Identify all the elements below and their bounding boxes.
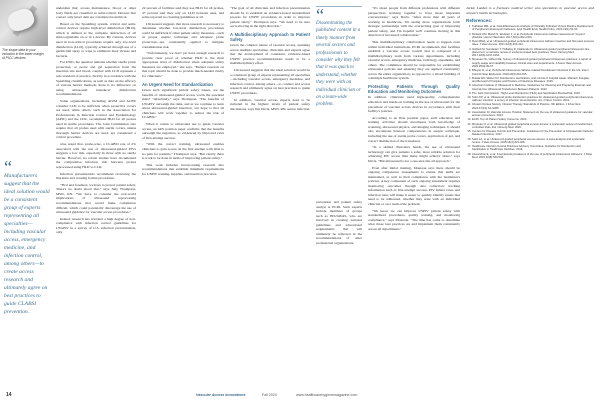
pull-quote-left <box>4 157 50 316</box>
reference-item: 11. Infusion Nurses Society. Infusion Therapy Standards of Practice, 9th Edition. J Infus Nurs. 2024;47(1S):S1-S285. <box>472 103 594 110</box>
footer-publication: Vascular Access Innovations <box>196 393 246 397</box>
pull-quote-center <box>316 5 362 109</box>
reference-item: 6. Bhuyan D, et al. Peripheral intravenous catheter-related bloodstream infections in the US. Infect Control Hosp Epidemiol. 2019;40(3):310-315. <box>472 69 594 76</box>
article-column-5 <box>368 6 460 234</box>
paragraph: "In a skilled clinician's hands, the use of ultrasound technology can give patients a safer, more reliable solution for achieving PIV access than many might achieve alone," says Davis. "But ultrasound is not a one-size-fits-all approach." <box>368 145 460 163</box>
photo-caption: The shape data in your inclusion in the lower margin of PICC devices <box>2 48 44 61</box>
reference-item: 12. Association for Vascular Access. Position Statement on the use of ultrasound guidance for vascular access procedures. 2023. <box>472 111 594 118</box>
paragraph: Given such significant patient safety issues, are the benefits of ultrasound-guided access worth the potential risks? "Absolutely," says Thompson. "The benefits of USGPIV outweigh the risks, and as we continue to learn about ultrasound-guided insertion, our hope is that all clinicians will work together to reduce the risk of CLABSI." <box>142 88 224 120</box>
quote-mark-icon: “ <box>4 157 12 177</box>
paragraph: "We know we can improve USPIV patient safety with standardized procedures, quality training, and monitoring compliance," says Moureau. "The time has come to determine what those best practices are and implement them consistently across all departments." <box>368 208 460 231</box>
article-column-2 <box>142 6 224 179</box>
paragraph: This work includes incorporating research into recommendations that establish minimum requirements for USPIV training, supplies, and insertion practices. <box>142 162 224 176</box>
page-number: 14 <box>6 392 12 398</box>
paragraph: "It's about people from different professions with different perspectives working together to have those important conversations," says Davis. "After more than 40 years of working in healthcare, I'm seeing more organizations form strategic partnerships with the overarching goal of improving patient safety, and I'm hopeful we'll continue moving in this direction of increased collaboration." <box>368 6 460 38</box>
article-column-3 <box>230 6 310 113</box>
paragraph: undershut that; access maintenance, blood, or other body fluids are classified as semi-critical. Devices that contact only intact skin are considered noncritical. <box>56 6 136 20</box>
reference-item: 17. Healthcare Infection Control Practices Advisory Committee. Guideline for Disinfection and Sterilization in Healthcare Facilities. 2019. <box>472 145 594 152</box>
references <box>466 18 594 160</box>
reference-item: 16. Stolz LA, et al. Ultrasound-guided peripheral venous access: a meta-analysis and systematic review. J Vasc Access. 2015;16(4):321-326. <box>472 138 594 145</box>
reference-item: 13. ECRI. Top 10 Patient Safety Concerns. 2024. <box>472 118 594 121</box>
paragraph: wise noted that, probe-wise, a CLABSI rate of 2% associated with the use of ultrasound-guided PIVs suggests a low risk, especially in those with no sterile barrier. However, no robust studies have documented the comparative infection risk between probes reprocessed using HLD vs LLD. <box>56 142 136 169</box>
paragraph: 22 percent of facilities said they use HLD for all probes, 47 percent said they rely on LLD between uses, and some reported no cleaning guidelines at all. <box>142 6 224 20</box>
reference-item: 1. Tsahatas MM, et al. Cost-Effectiveness Analysis of Clinically Indicated Versus Routine Replacement of Peripheral Intravenous Catheters. Appl Health Econ Health Policy. 2021;19(1):51-60. <box>472 25 594 32</box>
references-heading: References: <box>466 18 493 23</box>
paragraph: For USPs, the question remains whether sterile probe protection, or probe and gel separation from the insertion site and blood, coupled with LLD represent a safe standard of practice. Strictly in accordance with the Spaulding classifications, as well as data on the efficacy of various barrier methods, there is no difference on using ultrasound transducer disinfection recommendations. <box>56 60 136 97</box>
article-column-4 <box>316 200 362 248</box>
paragraph: Based on the Spaulding system, critical and semi-critical devices require high-level disinfection (HLD), which is defined as the complete destruction of all microorganisms on or in a device. By contrast, devices used in non-critical procedures require only low-level disinfection (LLD), typically achieved through use of a germicidal spray or wipe to eliminate most viruses and bacteria. <box>56 21 136 58</box>
paragraph: This multidisciplinary collaboration needs to happen even within individual institutions. ECRI recommends that facilities establish a vascular access council that is composed of a multidisciplinary team from various departments, including vascular access, emergency medicine, radiology, anesthesia, and others. The committee should be responsible for establishing ultrasound policies and ensuring they are applied consistently across the entire organization, as opposed to a siloed building of a multiple healthcare system. <box>368 40 460 81</box>
pull-quote-text: Manufacturers suggest that the ideal solution would be a consistent group of experts representing all specialties—including vascular access, emergency medicine, and infection control, among others—to create access research and ultimately agree on best practices to guide CLABSI prevention. <box>4 173 50 315</box>
paragraph: Ultrasound suggests that the ideal solution would be a consistent group of experts representing all specialties—including vascular access, emergency medicine, and infection control, among others—to conduct and access research and ultimately agree on best practices to guide USPIV procedures. <box>230 68 310 95</box>
reference-item: 14. Moureau N, et al. Ultrasound guided peripheral venous access: a systematic review of randomized-controlled trials. Eur J Emerg Med. 2020. <box>472 123 594 130</box>
section-heading: A Multidisciplinary Approach to Patient Safety <box>230 31 310 42</box>
paragraph: According to an INA position paper, such education and training activities should encompass both knowledge of scanning, ultrasound physics, and imaging techniques. It should also encompass hand-on competencies in aseptic technique, including the use of sterile probe covers, application of gel, and correct disinfection of the transducer. <box>368 115 460 143</box>
reference-item: 7. Rutala WA, Weber DJ. Disinfection, sterilization, and control of hospital waste. Mandell, Douglas, and Bennett's Principles and Practice of Infectious Diseases. 2015. <box>472 77 594 84</box>
paragraph: prevention and patient safety analyst at ECRI. Such experts include members of groups such as INS/IAVAS, who are involved in creating national guidelines and educational requirements that will ultimately be reflected in the recommendations of other professional organizations. <box>316 200 362 245</box>
paragraph: "Unfortunately, we don't yet have enough research to provide clear proof of whether HLD is the most appropriate level of disinfection when adequate safety measures are employed," she says. "Further research on this topic should be done to provide much-needed clarity for clinicians." <box>142 51 224 79</box>
paragraph: Ultrasound suggests that more research is necessary to determine whether low-level disinfection procedures could be sufficient if other patient safety measures—such as proper aseptic technique and adequate probe protection—are consistently applied to mitigate contamination risk. <box>142 21 224 49</box>
section-heading: An Urgent Need for Standardization <box>142 81 213 87</box>
paragraph: Infection preventionists recommend reviewing the literature and creating formal procedures. <box>56 171 136 181</box>
paragraph: Given the complex nature of vascular access, spanning across multiple specialties, clinicians and experts agree that the development of consistent, evidence-based USPIV practice recommendations needs to be a multidisciplinary effort. <box>230 43 310 66</box>
paragraph: "The goal of all clinicians and infection preventionists should be to establish an evidence-based standardized process for USPIV procedures in order to improve patient safety," Thompson says. "We need to be sure we're moving in the right direction." <box>230 6 310 29</box>
paragraph: Indeed, research has revealed a high degree of non-compliance with infection control guidelines for USGPIV in a survey of U.S. infection preventionists, only <box>56 216 136 235</box>
paragraph: In addition, clinicians need high-quality, comprehensive education and hands-on training in the use of ultrasound for the placement of vascular access devices in accordance with their facility's policies. <box>368 95 460 114</box>
footer-issue: Fall 2024 <box>262 393 277 397</box>
reference-item: 2. Rickard CM, Marsh N, Webster J, et al. Peripheral intravenous catheter assessment: beyond phlebitis. Lancet Haematol. 2017;4(9):e402-e403. <box>472 33 594 40</box>
paragraph: Some organizations, including AIUM and ACEP, consider LLD to be sufficient when protective covers are used, while others, such as the Association for Professionals in Infection Control and Epidemiology (APIC) and the CDC, recommend HLD for all probes used in sterile procedures. The Joint Commission also require that all probes used with sterile covers, unless thorough barrier devices are used, are considered a critical procedure. <box>56 98 136 140</box>
paragraph: In addition, vascular access experts need to be included in the highest levels of patient safety discussions, says Jim Davis, MSN, RN, senior infection <box>230 97 310 111</box>
reference-item: 5. Moureau NL, Gilbert GE. Survey of ultrasound-guided peripheral intravenous practices: a report of supply usage and variability between clinical roles and departments. J Assoc Vasc Access. 2020;25(3):30-37. <box>472 58 594 68</box>
reference-item: 10. Sohn KP, et al. Ultrasound probe disinfection practices for ultrasound-guided peripheral intravenous catheter insertion: a survey of infection preventionists. Am J Infect Control. 2021. <box>472 96 594 103</box>
article-column-1 <box>56 6 136 237</box>
footer-website: www.healthcarehygienemagazine.com <box>296 393 358 397</box>
paragraph: "With the correct training, ultrasound enables clinicians to gain access on the first attempt with little to no pain for patients," Thompson says. "But clearly there is work to be done in terms of improving patient safety." <box>142 142 224 161</box>
reference-item: 3. Ryan RMA, et al. Ultrasound-guided peripheral intravenous catheter insertion and first-pass success rates. J Vasc Access. 2021;22(3):404-412. <box>472 40 594 47</box>
quote-mark-icon: “ <box>316 5 324 25</box>
pull-quote-text: Disseminating the published content in a timely manner from several sectors and professionals to consider why they felt that it was quick to understand, whether they were with an individual clinician or on a team-wide problem. <box>316 21 361 108</box>
paragraph: "First and foremost, we have to protect patient safety. There's no doubt about that," says Judy Thompson, MSN, RN. "We have to consider the real-world implications of ultrasound reprocessing recommendations that would make compliance difficult, which could potentially discourage the use of ultrasound guidance for vascular access procedures." <box>56 182 136 215</box>
author-bio: Jackie Lunden is a freelance medical writer who specializes in vascular access and women's health technologies. <box>466 6 594 15</box>
reference-item: 9. The Joint Commission. High-Level Disinfection (HLD) and Sterilization BoosterPak. 2022. <box>472 92 594 95</box>
reference-item: 8. American Institute of Ultrasound in Medicine. Guidelines for Cleaning and Preparing External- and Internal-Use Ultrasound Transducers Between Patients. 2022. <box>472 84 594 91</box>
reference-item: 15. Centers for Disease Control and Prevention. Guidelines for the Prevention of Intravascular Catheter-Related Infections. 2017. <box>472 130 594 137</box>
references-list <box>466 25 594 159</box>
reference-item: 18. Alexandrou E, et al. International prevalence of the use of peripheral intravenous catheters. J Hosp Med. 2015;10(8):530-533. <box>472 153 594 160</box>
section-heading: Protecting Patients Through Quality Education and Monitoring Outcomes <box>368 83 460 94</box>
paragraph: Even after initial training, Moureau says there should be ongoing competence assessments to ensure that skills are maintained, as well as their compliance with the institution's policies. A key component of such ongoing assessment requires monitoring outcomes through data collection; tracking information such as first-attempt success, PIV failure rates, and infection rates will make it easier to quickly identify issues that need to be addressed, whether they arise with an individual clinician or on a team-wide problem. <box>368 165 460 207</box>
probe-photo <box>0 0 48 46</box>
paragraph: When it comes to ultrasound use to guide vascular access, an IAN position paper confirms that the benefits outweigh the negatives, as evidenced by improved rates of first-attempt success. <box>142 122 224 140</box>
reference-item: 4. Gottlieb M, Sundaram T, Holladay D, Nakitende D. Ultrasound-guided peripheral intravenous line placement: a narrative review of evidence-based best practices. West J Emerg Med. 2017;18(6):1047-1054. <box>472 48 594 58</box>
